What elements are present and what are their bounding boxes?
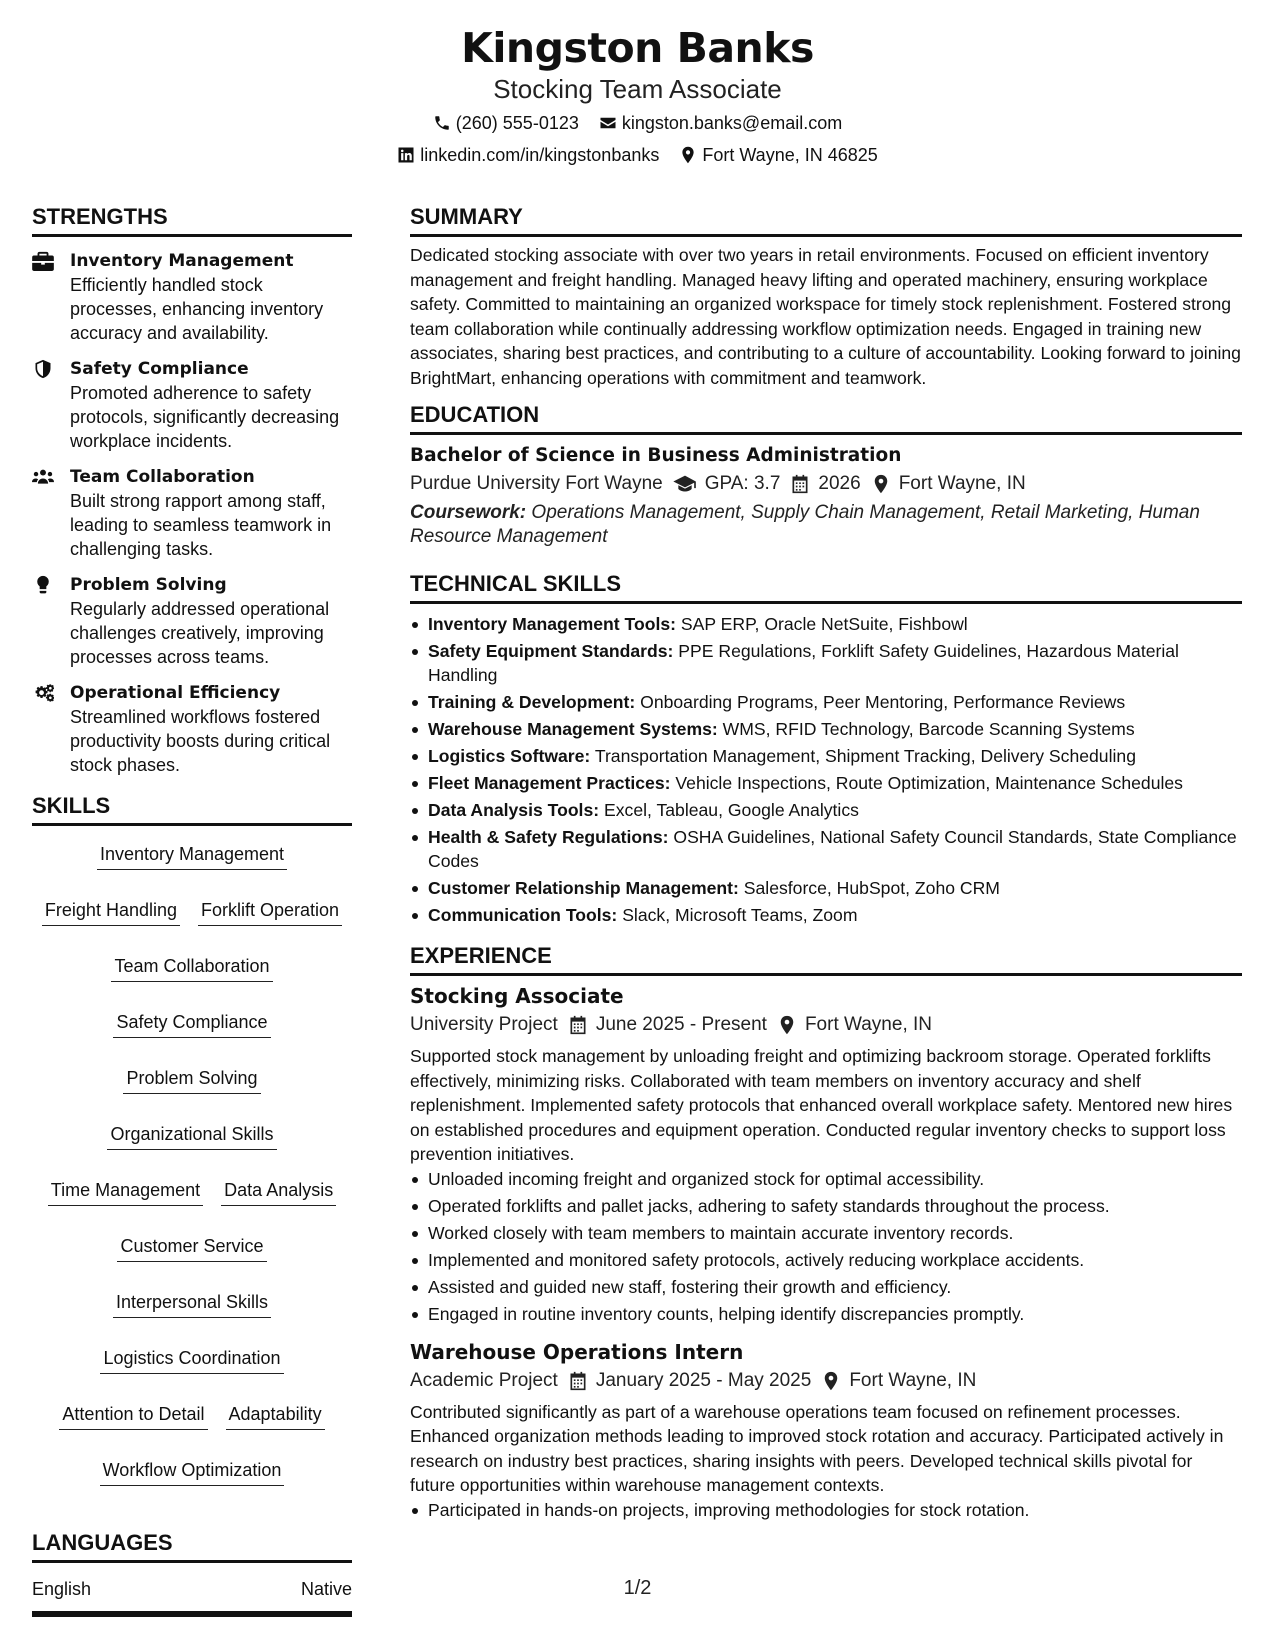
job-org: University Project [410, 1014, 558, 1035]
skill-value: Onboarding Programs, Peer Mentoring, Performance Reviews [640, 692, 1126, 712]
linkedin-icon [397, 146, 415, 164]
job-location-text: Fort Wayne, IN [849, 1369, 977, 1391]
strength-title: Problem Solving [70, 575, 227, 595]
skill-label: Logistics Software: [428, 746, 591, 766]
gpa [673, 469, 781, 499]
skill-tag: Workflow Optimization [100, 1458, 285, 1486]
skill-label: Communication Tools: [428, 905, 618, 925]
strength-item [32, 249, 352, 345]
list-item: Unloaded incoming freight and organized stock for optimal accessibility. [410, 1167, 1242, 1191]
skill-tag: Organizational Skills [107, 1122, 276, 1150]
skill-tag: Forklift Operation [198, 898, 342, 926]
strength-desc: Promoted adherence to safety protocols, significantly decreasing workplace incidents. [70, 383, 340, 451]
skill-value: OSHA Guidelines, National Safety Council Standards, State Compliance Codes [428, 827, 1237, 871]
skill-tag: Freight Handling [42, 898, 180, 926]
job-dates [568, 1366, 811, 1396]
education-meta [410, 469, 1242, 499]
job-entry [410, 1338, 1242, 1522]
strength-title: Team Collaboration [70, 467, 255, 487]
job-title: Warehouse Operations Intern [410, 1339, 744, 1364]
job-title: Stocking Associate [410, 984, 624, 1008]
strengths-section [32, 202, 352, 777]
strength-item [32, 573, 352, 669]
language-level: Native [300, 1579, 352, 1599]
phone-icon [433, 114, 451, 132]
skill-value: PPE Regulations, Forklift Safety Guidelines, Hazardous Material Handling [428, 641, 1179, 685]
edu-location-text: Fort Wayne, IN [898, 473, 1026, 494]
list-item [410, 744, 1242, 768]
list-item [410, 771, 1242, 795]
technical-skills-heading: TECHNICAL SKILLS [410, 569, 1242, 604]
skill-tag: Data Analysis [221, 1178, 336, 1206]
strengths-list [32, 249, 352, 777]
envelope-icon [599, 114, 617, 132]
strength-desc: Efficiently handled stock processes, enhancing inventory accuracy and availability. [70, 275, 324, 343]
strength-title: Safety Compliance [70, 359, 249, 379]
linkedin-text[interactable]: linkedin.com/in/kingstonbanks [420, 145, 660, 165]
left-column [32, 202, 352, 1617]
skill-value: Transportation Management, Shipment Tracking, Delivery Scheduling [594, 746, 1136, 766]
skill-value: Salesforce, HubSpot, Zoho CRM [743, 878, 1000, 898]
map-pin-icon [679, 146, 697, 164]
calendar-icon [790, 474, 810, 494]
education-section [410, 400, 1242, 549]
technical-skills-section [410, 569, 1242, 927]
school-name: Purdue University Fort Wayne [410, 473, 663, 494]
candidate-name: Kingston Banks [461, 24, 814, 72]
candidate-role: Stocking Team Associate [493, 74, 782, 104]
technical-skills-list [410, 612, 1242, 927]
strengths-heading: STRENGTHS [32, 202, 352, 237]
job-description: Contributed significantly as part of a warehouse operations team focused on refinement processes. Enhanced organization methods leading to improved stock rotation and accuracy. Participated actively in research on industry best practices, sharing insights with peers. Developed technical skills pivotal for future opportunities within warehouse management contexts. [410, 1401, 1224, 1495]
skill-label: Warehouse Management Systems: [428, 719, 718, 739]
skill-value: Vehicle Inspections, Route Optimization, Maintenance Schedules [675, 773, 1183, 793]
skill-label: Customer Relationship Management: [428, 878, 739, 898]
skill-tag: Time Management [48, 1178, 203, 1206]
job-description: Supported stock management by unloading freight and optimizing backroom storage. Operated forklifts effectively, minimizing risks. Collaborated with team members on inventory accuracy and shelf replenishment. Implemented safety protocols that enhanced overall workplace safety. Mentored new hires on established procedures and equipment operation. Conducted regular inventory checks to support loss prevention initiatives. [410, 1046, 1233, 1164]
job-dates [568, 1010, 767, 1040]
contact-row-2 [0, 144, 1275, 166]
strength-desc: Built strong rapport among staff, leading to seamless teamwork in challenging tasks. [70, 491, 332, 559]
strength-desc: Streamlined workflows fostered productivity boosts during critical stock phases. [70, 707, 331, 775]
contact-phone [433, 112, 579, 134]
job-location [821, 1366, 976, 1396]
summary-section [410, 202, 1242, 390]
languages-section [32, 1528, 352, 1617]
job-bullets [410, 1167, 1242, 1326]
job-entry [410, 982, 1242, 1326]
list-item [410, 639, 1242, 687]
contact-location [679, 144, 877, 166]
skill-label: Safety Equipment Standards: [428, 641, 674, 661]
location-text: Fort Wayne, IN 46825 [702, 145, 878, 165]
skill-tag: Adaptability [226, 1402, 325, 1430]
skill-tag: Logistics Coordination [100, 1346, 283, 1374]
summary-text: Dedicated stocking associate with over two years in retail environments. Focused on efficient inventory management and freight handling. Managed heavy lifting and operated machinery, ensuring workplace safety. Committed to maintaining an organized workspace for timely stock replenishment. Fostered strong team collaboration while continually addressing workflow optimization needs. Engaged in training new associates, sharing best practices, and contributing to a culture of accountability. Looking forward to joining BrightMart, enhancing operations with commitment and teamwork. [410, 245, 1241, 388]
job-location [777, 1010, 932, 1040]
gears-icon [32, 683, 54, 703]
strength-item [32, 465, 352, 561]
list-item: Engaged in routine inventory counts, helping identify discrepancies promptly. [410, 1302, 1242, 1326]
skill-label: Training & Development: [428, 692, 636, 712]
right-column [410, 202, 1242, 1525]
job-org: Academic Project [410, 1369, 558, 1391]
skill-label: Fleet Management Practices: [428, 773, 671, 793]
summary-heading: SUMMARY [410, 202, 1242, 237]
job-location-text: Fort Wayne, IN [804, 1014, 932, 1035]
list-item [410, 717, 1242, 741]
map-pin-icon [777, 1015, 797, 1035]
skill-label: Data Analysis Tools: [428, 800, 600, 820]
languages-heading: LANGUAGES [32, 1528, 352, 1563]
skill-value: Slack, Microsoft Teams, Zoom [622, 905, 858, 925]
gpa-text: GPA: 3.7 [704, 473, 781, 494]
list-item: Participated in hands-on projects, improving methodologies for stock rotation. [410, 1498, 1242, 1522]
list-item: Worked closely with team members to maintain accurate inventory records. [410, 1221, 1242, 1245]
map-pin-icon [871, 474, 891, 494]
strength-item [32, 681, 352, 777]
skill-value: Excel, Tableau, Google Analytics [603, 800, 859, 820]
degree-title: Bachelor of Science in Business Administration [410, 445, 902, 466]
strength-item [32, 357, 352, 453]
coursework-text: Operations Management, Supply Chain Management, Retail Marketing, Human Resource Management [410, 502, 1200, 547]
lightbulb-icon [32, 575, 54, 595]
list-item [410, 825, 1242, 873]
page-number: 1/2 [623, 1577, 652, 1599]
skill-label: Health & Safety Regulations: [428, 827, 669, 847]
calendar-icon [568, 1371, 588, 1391]
resume-header [0, 22, 1275, 166]
briefcase-icon [32, 251, 54, 271]
skill-tag: Customer Service [117, 1234, 266, 1262]
experience-section [410, 941, 1242, 1522]
list-item: Implemented and monitored safety protocols, actively reducing workplace accidents. [410, 1248, 1242, 1272]
calendar-icon [568, 1015, 588, 1035]
strength-title: Operational Efficiency [70, 683, 281, 703]
job-dates-text: January 2025 - May 2025 [595, 1369, 812, 1391]
list-item [410, 690, 1242, 714]
skill-tag: Team Collaboration [111, 954, 272, 982]
edu-location [871, 469, 1026, 499]
coursework-label: Coursework: [410, 502, 527, 523]
job-meta [410, 1366, 1242, 1396]
education-heading: EDUCATION [410, 400, 1242, 435]
skill-tag: Inventory Management [97, 842, 287, 870]
coursework [410, 501, 1242, 549]
list-item [410, 903, 1242, 927]
email-text[interactable]: kingston.banks@email.com [621, 113, 843, 133]
skill-value: WMS, RFID Technology, Barcode Scanning Systems [722, 719, 1135, 739]
list-item: Operated forklifts and pallet jacks, adhering to safety standards throughout the process. [410, 1194, 1242, 1218]
skill-value: SAP ERP, Oracle NetSuite, Fishbowl [680, 614, 968, 634]
map-pin-icon [821, 1371, 841, 1391]
list-item: Assisted and guided new staff, fostering their growth and efficiency. [410, 1275, 1242, 1299]
job-meta [410, 1010, 1242, 1040]
contact-email[interactable] [599, 112, 842, 134]
contact-row-1 [0, 112, 1275, 134]
skills-heading: SKILLS [32, 791, 352, 826]
shield-icon [32, 359, 54, 379]
job-dates-text: June 2025 - Present [595, 1014, 767, 1035]
list-item [410, 612, 1242, 636]
users-icon [32, 467, 54, 487]
strength-desc: Regularly addressed operational challenges creatively, improving processes across teams. [70, 599, 330, 667]
skills-list [32, 842, 352, 1486]
grad-year [790, 469, 860, 499]
list-item [410, 876, 1242, 900]
contact-linkedin[interactable] [397, 144, 659, 166]
skill-tag: Safety Compliance [113, 1010, 270, 1038]
job-bullets [410, 1498, 1242, 1522]
phone-text: (260) 555-0123 [455, 113, 579, 133]
skill-tag: Interpersonal Skills [113, 1290, 271, 1318]
skill-tag: Attention to Detail [59, 1402, 207, 1430]
skill-tag: Problem Solving [123, 1066, 260, 1094]
strength-title: Inventory Management [70, 251, 294, 271]
year-text: 2026 [818, 473, 861, 494]
language-name: English [32, 1579, 92, 1599]
graduation-cap-icon [673, 474, 697, 494]
experience-heading: EXPERIENCE [410, 941, 1242, 976]
list-item [410, 798, 1242, 822]
skills-section [32, 791, 352, 1486]
skill-label: Inventory Management Tools: [428, 614, 676, 634]
